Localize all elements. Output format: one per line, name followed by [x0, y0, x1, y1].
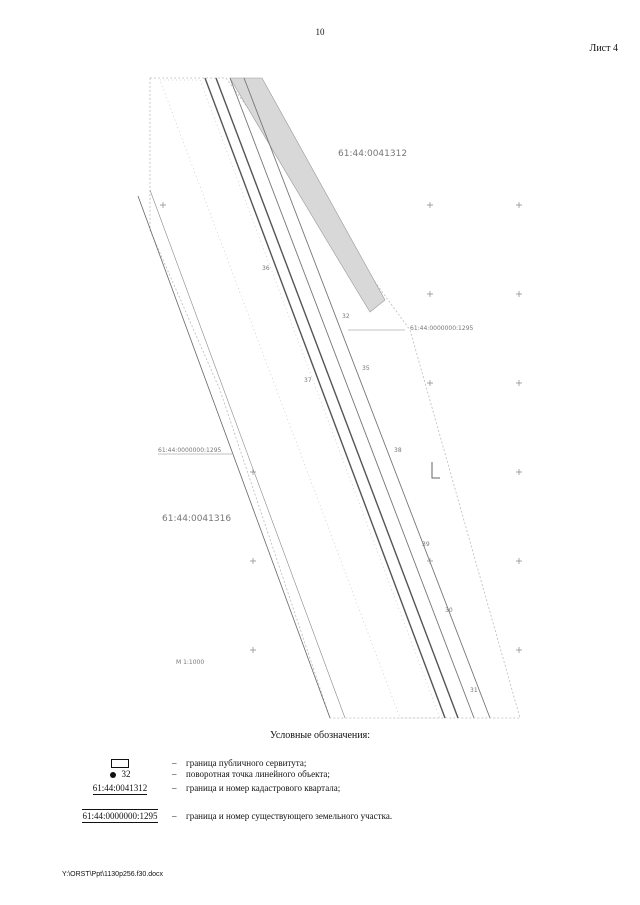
quarter-label-top: 61:44:0041312	[338, 149, 408, 159]
legend-dash: –	[172, 769, 177, 779]
linear-object-line	[205, 78, 445, 718]
footer-file-path: Y:\ORST\Ppt\1130p256.f30.docx	[62, 871, 164, 878]
legend-description: граница и номер кадастрового квартала;	[186, 783, 341, 793]
turn-point-dot-icon	[110, 772, 116, 778]
legend-row-quarter	[0, 783, 640, 797]
legend-dash: –	[172, 783, 177, 793]
sheet-label: Лист 4	[589, 43, 618, 54]
legend-title: Условные обозначения:	[269, 730, 370, 741]
legend-dash: –	[172, 758, 177, 768]
turn-point-number: 32	[121, 769, 131, 779]
quarter-symbol	[60, 783, 180, 793]
parcel-label-right: 61:44:0000000:1295	[410, 325, 474, 332]
point-label: 31	[470, 687, 478, 694]
cadastral-strip-outline	[150, 78, 520, 718]
scale-label: М 1:1000	[176, 659, 205, 666]
parcel-symbol	[60, 811, 180, 821]
linear-object-line	[216, 78, 458, 718]
parcel-label-left: 61:44:0000000:1295	[158, 447, 222, 454]
parcel-boundary-line	[138, 196, 330, 718]
legend-row-turn-point	[0, 769, 640, 783]
point-label: 32	[342, 313, 350, 320]
page-number: 10	[315, 27, 325, 37]
north-marker	[432, 462, 440, 478]
point-label: 35	[362, 365, 370, 372]
servitude-symbol	[60, 758, 180, 768]
quarter-number: 61:44:0041312	[92, 783, 148, 793]
point-label: 36	[262, 265, 270, 272]
legend-dash: –	[172, 811, 177, 821]
parcel-number: 61:44:0000000:1295	[82, 811, 158, 821]
legend-description: граница и номер существующего земельного участка.	[186, 811, 393, 821]
point-label: 38	[394, 447, 402, 454]
point-label: 37	[304, 377, 312, 384]
legend-row-parcel	[0, 811, 640, 825]
legend-description: поворотная точка линейного объекта;	[186, 769, 330, 779]
linear-object-line	[244, 78, 490, 718]
point-label: 30	[445, 607, 453, 614]
quarter-label-bottom: 61:44:0041316	[162, 514, 232, 524]
grid-crosses	[160, 202, 522, 653]
turn-point-symbol	[60, 769, 180, 779]
legend-description: граница публичного сервитута;	[186, 758, 307, 768]
linear-object-line	[230, 78, 474, 718]
point-label: 39	[422, 541, 430, 548]
hatched-band	[230, 78, 385, 312]
